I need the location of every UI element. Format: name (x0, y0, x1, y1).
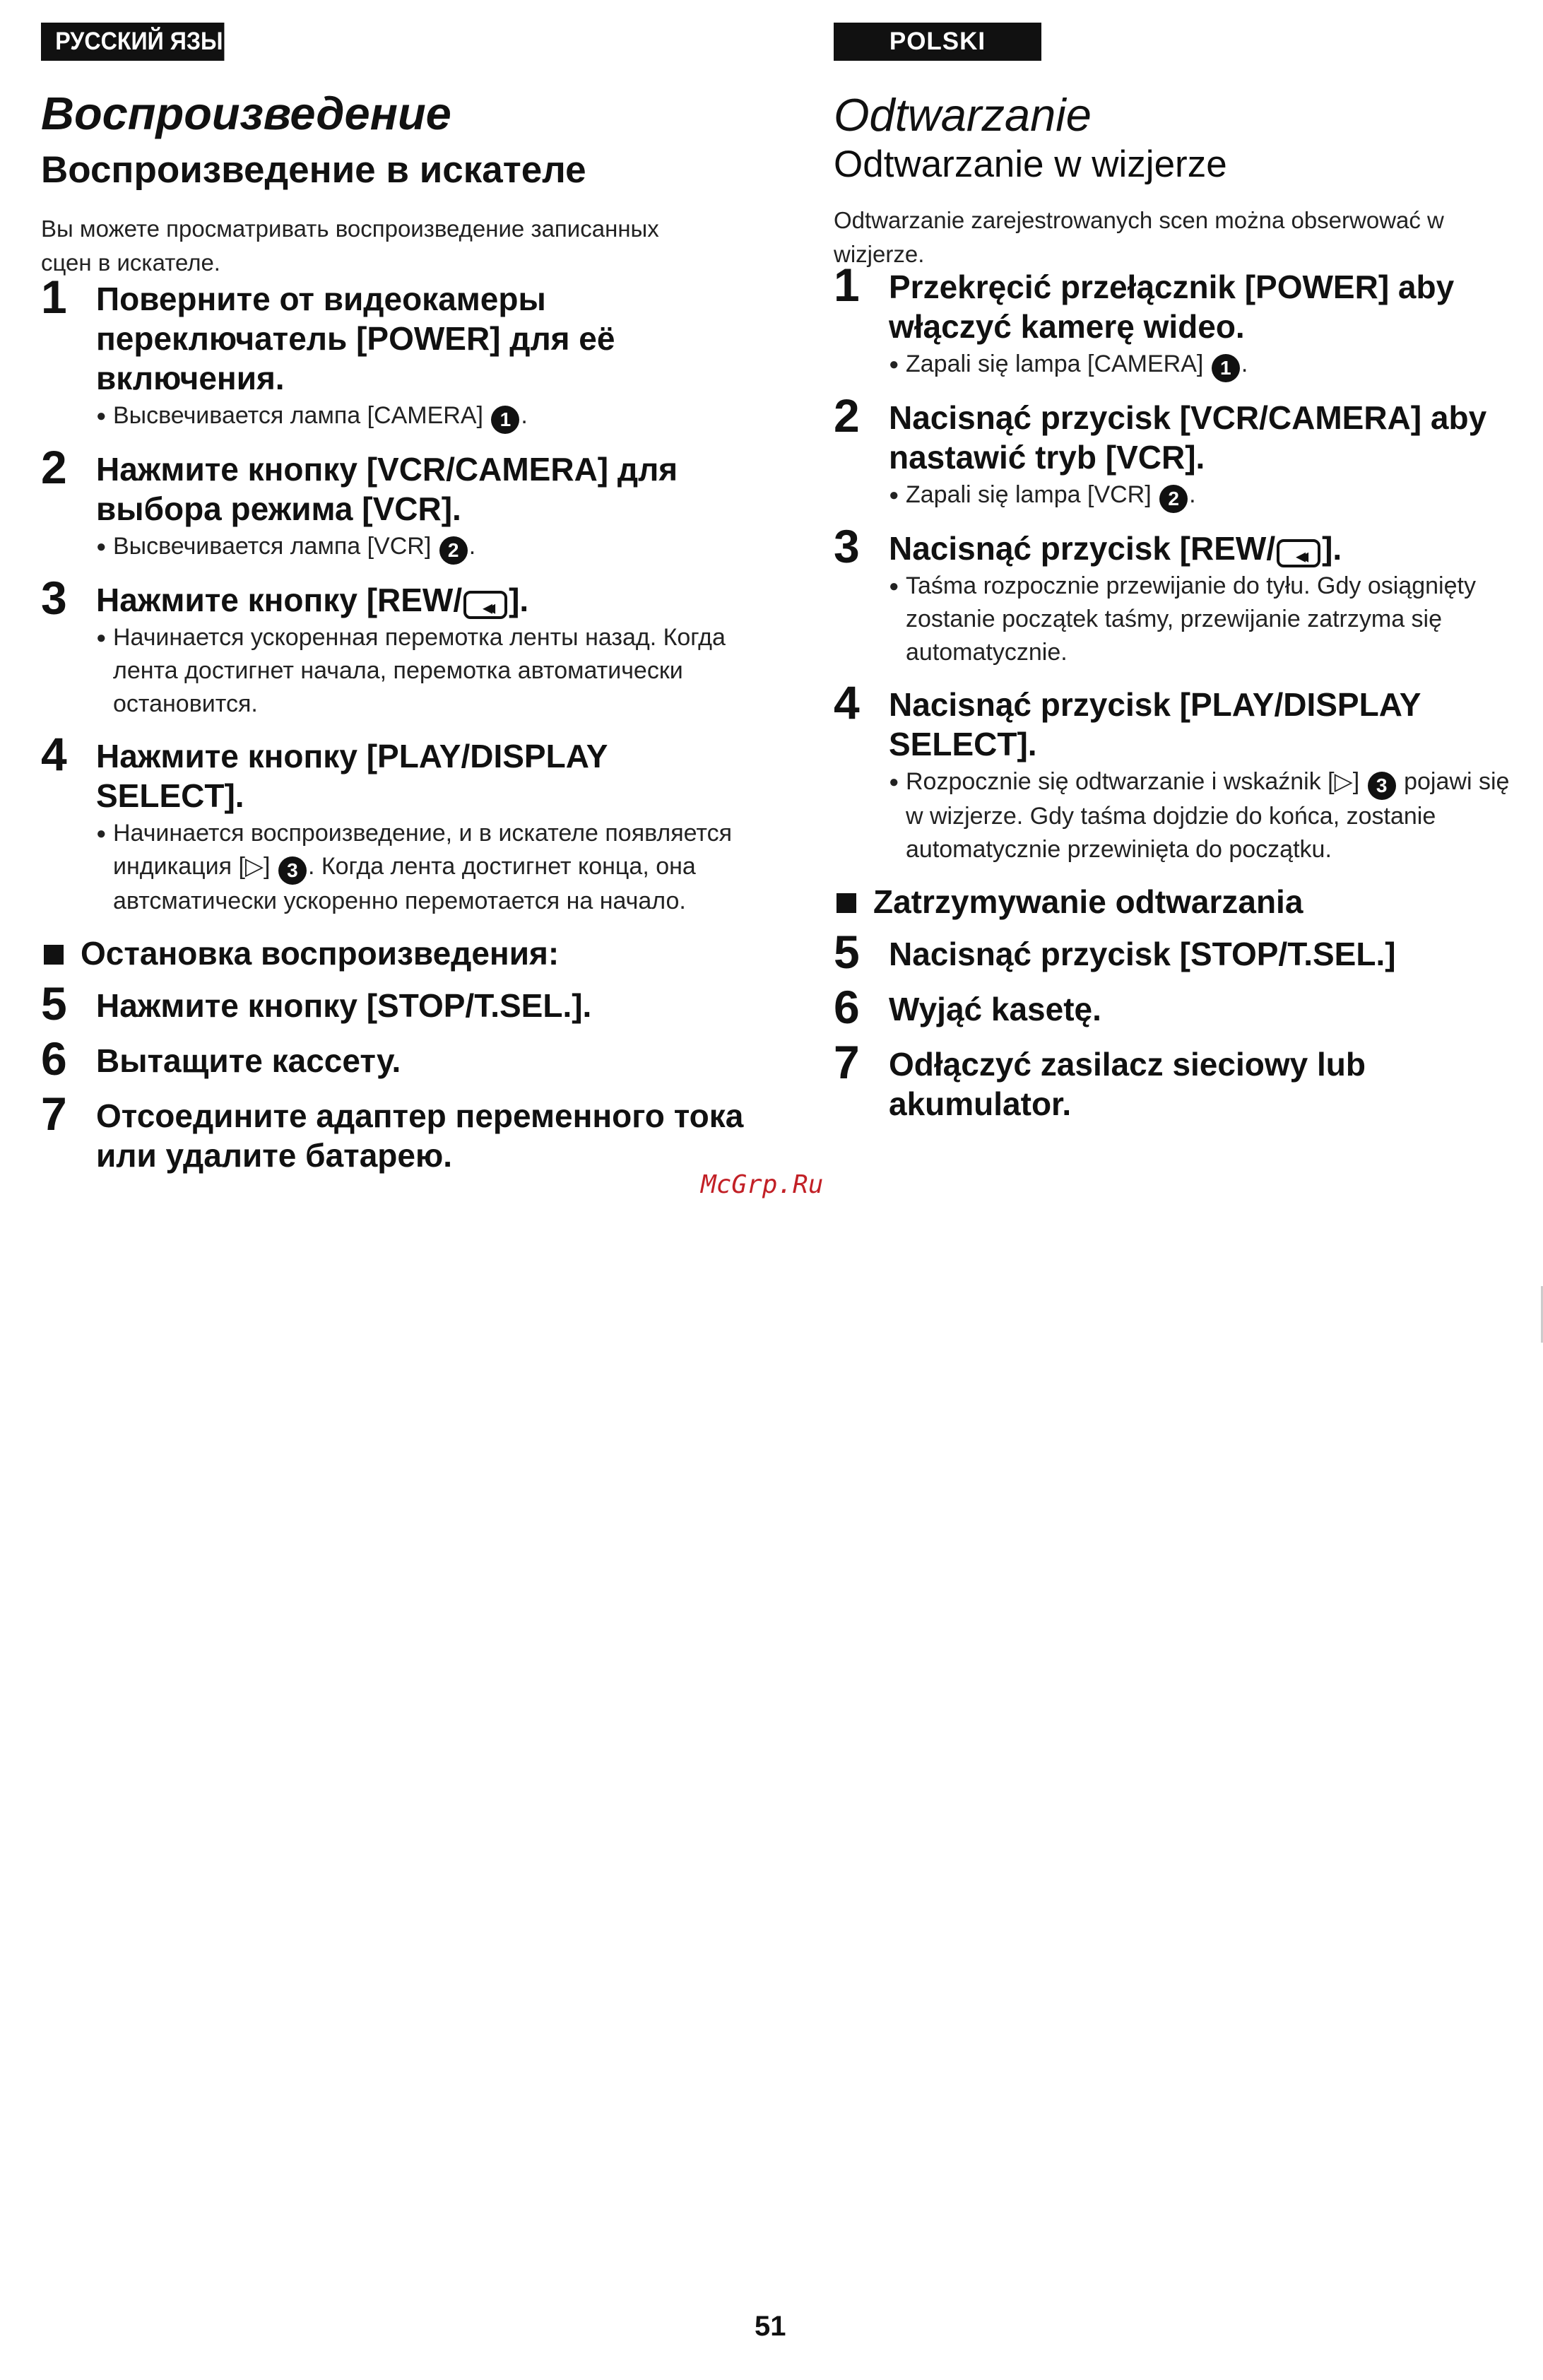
callout-3-icon: 3 (278, 856, 307, 885)
step-text: Nacisnąć przycisk [VCR/CAMERA] aby nastawić tryb [VCR]. (889, 399, 1487, 476)
step-note (96, 530, 747, 565)
step-note: ● Taśma rozpocznie przewijanie do tyłu. Gdy osiągnięty zostanie początek taśmy, przewijanie zatrzyma się automatycznie. (889, 570, 1512, 669)
step-number: 2 (834, 389, 860, 442)
intro-text: Вы можете просматривать воспроизведение записанных сцен в искателе. (41, 216, 659, 276)
step-4 (834, 676, 1512, 866)
step-text: Нажмите кнопку [PLAY/DISPLAY SELECT]. (96, 738, 608, 814)
step-number: 3 (41, 572, 67, 624)
steps-list (834, 259, 1512, 1139)
step-number: 4 (834, 676, 860, 729)
step-note (889, 348, 1512, 382)
step-number: 7 (834, 1036, 860, 1088)
rewind-icon: ◂◂ (463, 591, 507, 619)
step-2 (41, 441, 747, 565)
step-text-part: ]. (1322, 530, 1342, 567)
step-6 (41, 1032, 747, 1085)
step-number: 6 (41, 1032, 67, 1085)
section-title: Воспроизведение (41, 88, 451, 139)
note-text: . (1241, 350, 1248, 377)
section-title: Odtwarzanie (834, 89, 1092, 141)
step-5 (834, 926, 1512, 978)
step-1 (834, 259, 1512, 382)
stop-heading (834, 882, 1512, 921)
callout-3-icon: 3 (1368, 772, 1396, 800)
callout-2-icon: 2 (1159, 485, 1188, 513)
step-6 (834, 981, 1512, 1033)
step-3 (834, 520, 1512, 669)
step-note (96, 817, 747, 918)
callout-1-icon: 1 (491, 406, 519, 434)
callout-2-icon: 2 (439, 536, 468, 565)
step-number: 3 (834, 520, 860, 572)
language-badge: РУССКИЙ ЯЗЫК (41, 23, 224, 61)
language-badge: POLSKI (834, 23, 1041, 61)
step-text (889, 529, 1512, 568)
steps-list (41, 271, 747, 1191)
step-text: Нажмите кнопку [VCR/CAMERA] для выбора режима [VCR]. (96, 451, 678, 527)
note-text: . (468, 533, 476, 560)
square-bullet-icon (44, 945, 64, 965)
step-5 (41, 977, 747, 1030)
stop-heading-text: Остановка воспроизведения: (81, 935, 560, 972)
step-text: Nacisnąć przycisk [STOP/T.SEL.] (889, 936, 1396, 972)
page-number: 51 (755, 2311, 786, 2342)
step-text: Nacisnąć przycisk [PLAY/DISPLAY SELECT]. (889, 686, 1421, 762)
stop-heading-text: Zatrzymywanie odtwarzania (873, 883, 1303, 920)
step-text: Wyjąć kasetę. (889, 991, 1101, 1027)
step-4 (41, 728, 747, 918)
step-text: Odłączyć zasilacz sieciowy lub akumulator. (889, 1046, 1366, 1122)
step-note (889, 765, 1512, 866)
step-number: 5 (41, 977, 67, 1030)
step-number: 1 (834, 259, 860, 311)
stop-heading (41, 933, 747, 973)
step-7 (834, 1036, 1512, 1124)
step-note (96, 399, 747, 434)
step-text: Отсоедините адаптер переменного тока или удалите батарею. (96, 1097, 744, 1174)
step-number: 4 (41, 728, 67, 780)
step-text: Поверните от видеокамеры переключатель [POWER] для её включения. (96, 281, 615, 396)
section-subtitle: Воспроизведение в искателе (41, 149, 586, 191)
note-text: . (521, 402, 528, 429)
step-text: Przekręcić przełącznik [POWER] aby włączyć kamerę wideo. (889, 269, 1455, 345)
note-text: . (1189, 481, 1196, 508)
step-number: 1 (41, 271, 67, 323)
step-text-part: Nacisnąć przycisk [REW/ (889, 530, 1276, 567)
callout-1-icon: 1 (1212, 354, 1240, 382)
note-text: Высвечивается лампа [VCR] (113, 533, 438, 560)
section-subtitle: Odtwarzanie w wizjerze (834, 143, 1227, 185)
step-1 (41, 271, 747, 434)
step-3 (41, 572, 747, 721)
square-bullet-icon (836, 893, 856, 913)
step-number: 6 (834, 981, 860, 1033)
step-7 (41, 1088, 747, 1175)
note-text: Zapali się lampa [VCR] (906, 481, 1159, 508)
step-text: Нажмите кнопку [STOP/T.SEL.]. (96, 987, 592, 1024)
watermark: McGrp.Ru (701, 1170, 824, 1199)
note-text: . Когда лента достигнет конца, она автсматически ускоренно перемотается на начало. (113, 853, 696, 914)
step-2 (834, 389, 1512, 513)
step-note (889, 478, 1512, 513)
step-text-part: Нажмите кнопку [REW/ (96, 582, 463, 618)
intro-text: Odtwarzanie zarejestrowanych scen można obserwować w wizjerze. (834, 207, 1444, 267)
note-text: Высвечивается лампа [CAMERA] (113, 402, 490, 429)
step-text (96, 580, 747, 620)
note-text: Zapali się lampa [CAMERA] (906, 350, 1210, 377)
note-text: pojawi się w wizjerze. Gdy taśma dojdzie do końca, zostanie automatycznie przewinięta do początku. (906, 768, 1510, 863)
step-number: 2 (41, 441, 67, 493)
rewind-icon: ◂◂ (1277, 539, 1320, 567)
step-text-part: ]. (509, 582, 529, 618)
step-text: Вытащите кассету. (96, 1042, 401, 1079)
step-number: 5 (834, 926, 860, 978)
note-text: Начинается воспроизведение, и в искателе появляется индикация [▷] (113, 820, 733, 880)
step-note: ● Начинается ускоренная перемотка ленты назад. Когда лента достигнет начала, перемотка автоматически остановится. (96, 621, 747, 721)
step-number: 7 (41, 1088, 67, 1140)
note-text: Rozpocznie się odtwarzanie i wskaźnik [▷] (906, 768, 1366, 795)
